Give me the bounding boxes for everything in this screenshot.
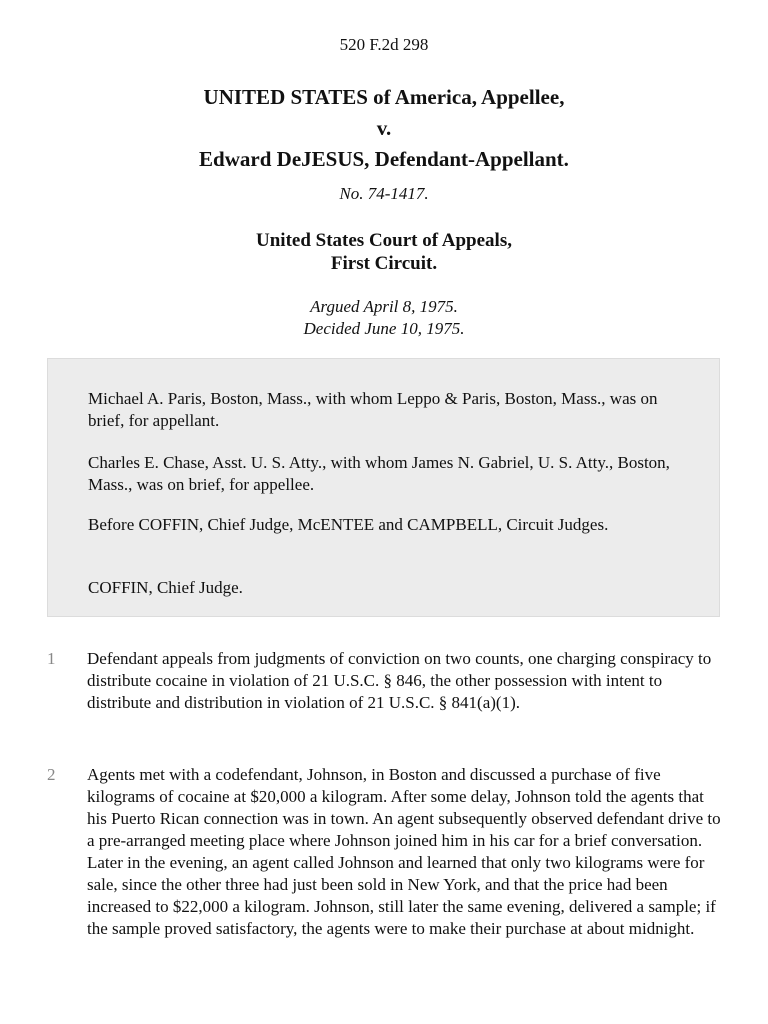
caption-appellee: UNITED STATES of America, Appellee, — [203, 85, 565, 109]
argued-date: Argued April 8, 1975. — [310, 297, 458, 316]
paragraph-text: Agents met with a codefendant, Johnson, in Boston and discussed a purchase of five kilograms of cocaine at $20,000 a kilogram. After some delay, Johnson told the agents that his Puerto Rican connection was in town. An agent subsequently observed defendant drive to a pre-arranged meeting place where Johnson joined him in his car for a brief conversation. Later in the evening, an agent called Johnson and learned that only two kilograms were for sale, since the other three had just been sold in New York, and that the price had been increased to $22,000 a kilogram. Johnson, still later the same evening, delivered a sample; if the sample proved satisfactory, the agents were to make their purchase at about midnight. — [87, 765, 721, 938]
counsel-panel — [47, 358, 720, 617]
caption-appellant: Edward DeJESUS, Defendant-Appellant. — [199, 147, 569, 171]
court-name-line2: First Circuit. — [330, 253, 438, 274]
appellant-counsel: Michael A. Paris, Boston, Mass., with whom Leppo & Paris, Boston, Mass., was on brief, for appellant. — [88, 389, 658, 430]
paragraph-number: 1 — [47, 649, 56, 668]
court-name — [0, 229, 768, 275]
case-dates — [0, 296, 768, 340]
docket-number: No. 74-1417. — [339, 184, 429, 203]
paragraph-text: Defendant appeals from judgments of conviction on two counts, one charging conspiracy to distribute cocaine in violation of 21 U.S.C. § 846, the other possession with intent to distribute and distribution in violation of 21 U.S.C. § 841(a)(1). — [87, 649, 712, 712]
case-caption — [0, 82, 768, 175]
appellee-counsel: Charles E. Chase, Asst. U. S. Atty., with whom James N. Gabriel, U. S. Atty., Boston, Mass., was on brief, for appellee. — [88, 453, 670, 494]
court-name-line1: United States Court of Appeals, — [256, 230, 512, 251]
opinion-author: COFFIN, Chief Judge. — [88, 578, 243, 597]
case-citation: 520 F.2d 298 — [339, 35, 429, 54]
caption-versus: v. — [376, 116, 392, 140]
decided-date: Decided June 10, 1975. — [303, 319, 465, 338]
judges-panel: Before COFFIN, Chief Judge, McENTEE and CAMPBELL, Circuit Judges. — [88, 515, 609, 534]
paragraph-number: 2 — [47, 765, 56, 784]
